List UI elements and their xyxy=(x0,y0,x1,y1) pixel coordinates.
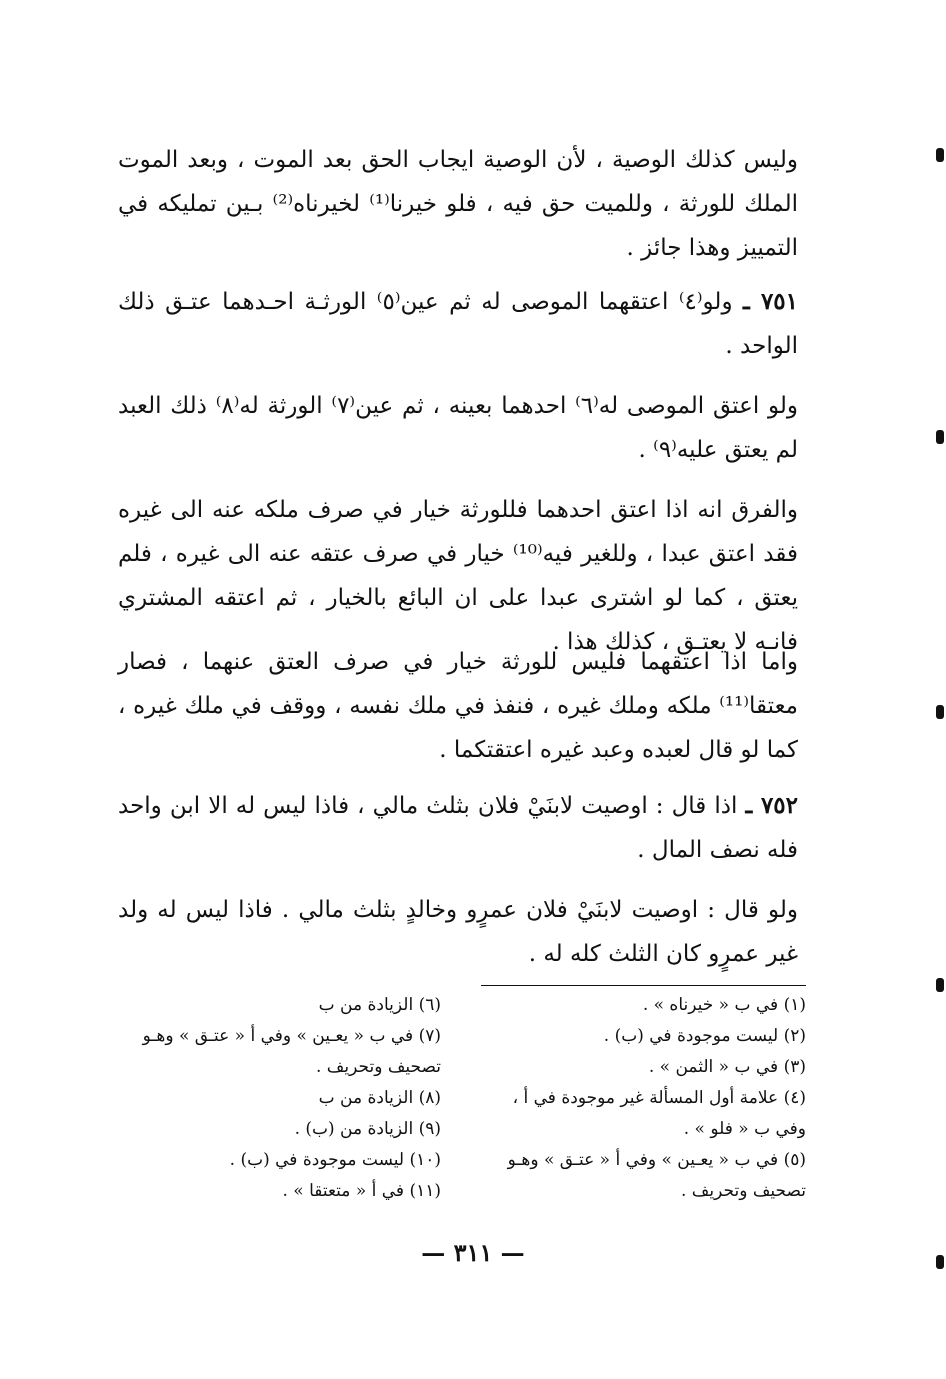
paragraph-text: اذا قال : اوصيت لابنَيْ فلان بثلث مالي ، فاذا ليس له الا ابن واحد فله نصف المال . xyxy=(118,793,798,863)
footnote-item: (٨) الزيادة من ب xyxy=(318,1088,441,1108)
paragraph-text: والفرق انه اذا اعتق احدهما فللورثة خيار في صرف ملكه عنه الى غيره فقد اعتق عبدا ، وللغير فيه⁽¹⁰⁾ خيار في صرف عتقه عنه الى غيره ، فلم يعتق ، كما لو اشترى عبدا على ان البائع بالخيار ، ثم اعتقه المشتري فانـه لا يعتـق ، كذلك هذا . xyxy=(118,497,798,655)
footnote-divider xyxy=(481,985,806,986)
scan-edge-mark xyxy=(936,1255,944,1269)
footnote-item: (١١) في أ « متعتقا » . xyxy=(282,1181,441,1201)
paragraph-6 xyxy=(118,784,798,872)
scan-edge-mark xyxy=(936,705,944,719)
issue-number: ٧٥٢ ـ xyxy=(745,792,798,819)
paragraph-text: واما اذا اعتقهما فليس للورثة خيار في صرف العتق عنهما ، فصار معتقا⁽¹¹⁾ ملكه وملك غيره ، فنفذ في ملك نفسه ، ووقف في ملك غيره ، كما لو قال لعبده وعبد غيره اعتقتكما . xyxy=(118,649,799,763)
footnote-item: (٧) في ب « يعـين » وفي أ « عتـق » وهـو تصحيف وتحريف . xyxy=(142,1026,441,1077)
paragraph-4 xyxy=(118,488,798,664)
footnote-item: (٥) في ب « يعـين » وفي أ « عتـق » وهـو تصحيف وتحريف . xyxy=(507,1150,806,1201)
page-number: — ٣١١ — xyxy=(421,1238,525,1267)
footnote-item: (٣) في ب « الثمن » . xyxy=(648,1057,806,1077)
paragraph-3 xyxy=(118,384,798,472)
footnote-item: (١٠) ليست موجودة في (ب) . xyxy=(229,1150,441,1170)
footnote-item: (٤) علامة أول المسألة غير موجودة في أ ، وفي ب « فلو » . xyxy=(512,1088,806,1139)
paragraph-text: ولو قال : اوصيت لابنَيْ فلان عمرٍو وخالدٍ بثلث مالي . فاذا ليس له ولد غير عمرٍو كان الثلث كله له . xyxy=(118,897,798,967)
footnote-item: (٩) الزيادة من (ب) . xyxy=(294,1119,441,1139)
paragraph-7 xyxy=(118,888,798,976)
scan-edge-mark xyxy=(936,430,944,444)
footnotes-left-column xyxy=(111,990,441,1207)
footnote-item: (٢) ليست موجودة في (ب) . xyxy=(603,1026,806,1046)
paragraph-2 xyxy=(118,280,798,368)
paragraph-text: ولو⁽٤⁾ اعتقهما الموصى له ثم عين⁽٥⁾ الورثـة احـدهما عتـق ذلك الواحد . xyxy=(118,289,798,359)
paragraph-5 xyxy=(118,640,798,772)
footnotes-right-column xyxy=(486,990,806,1207)
footnote-item: (١) في ب « خيرناه » . xyxy=(642,995,806,1015)
paragraph-text: ولو اعتق الموصى له⁽٦⁾ احدهما بعينه ، ثم عين⁽٧⁾ الورثة له⁽٨⁾ ذلك العبد لم يعتق عليه⁽٩⁾ . xyxy=(118,393,798,463)
footnote-item: (٦) الزيادة من ب xyxy=(318,995,441,1015)
scan-edge-mark xyxy=(936,978,944,992)
paragraph-text: وليس كذلك الوصية ، لأن الوصية ايجاب الحق بعد الموت ، وبعد الموت الملك للورثة ، وللميت حق فيه ، فلو خيرنا⁽¹⁾ لخيرناه⁽²⁾ بـين تمليكه في التمييز وهذا جائز . xyxy=(118,147,798,261)
issue-number: ٧٥١ ـ xyxy=(743,288,798,315)
paragraph-1 xyxy=(118,138,798,270)
scan-edge-mark xyxy=(936,148,944,162)
